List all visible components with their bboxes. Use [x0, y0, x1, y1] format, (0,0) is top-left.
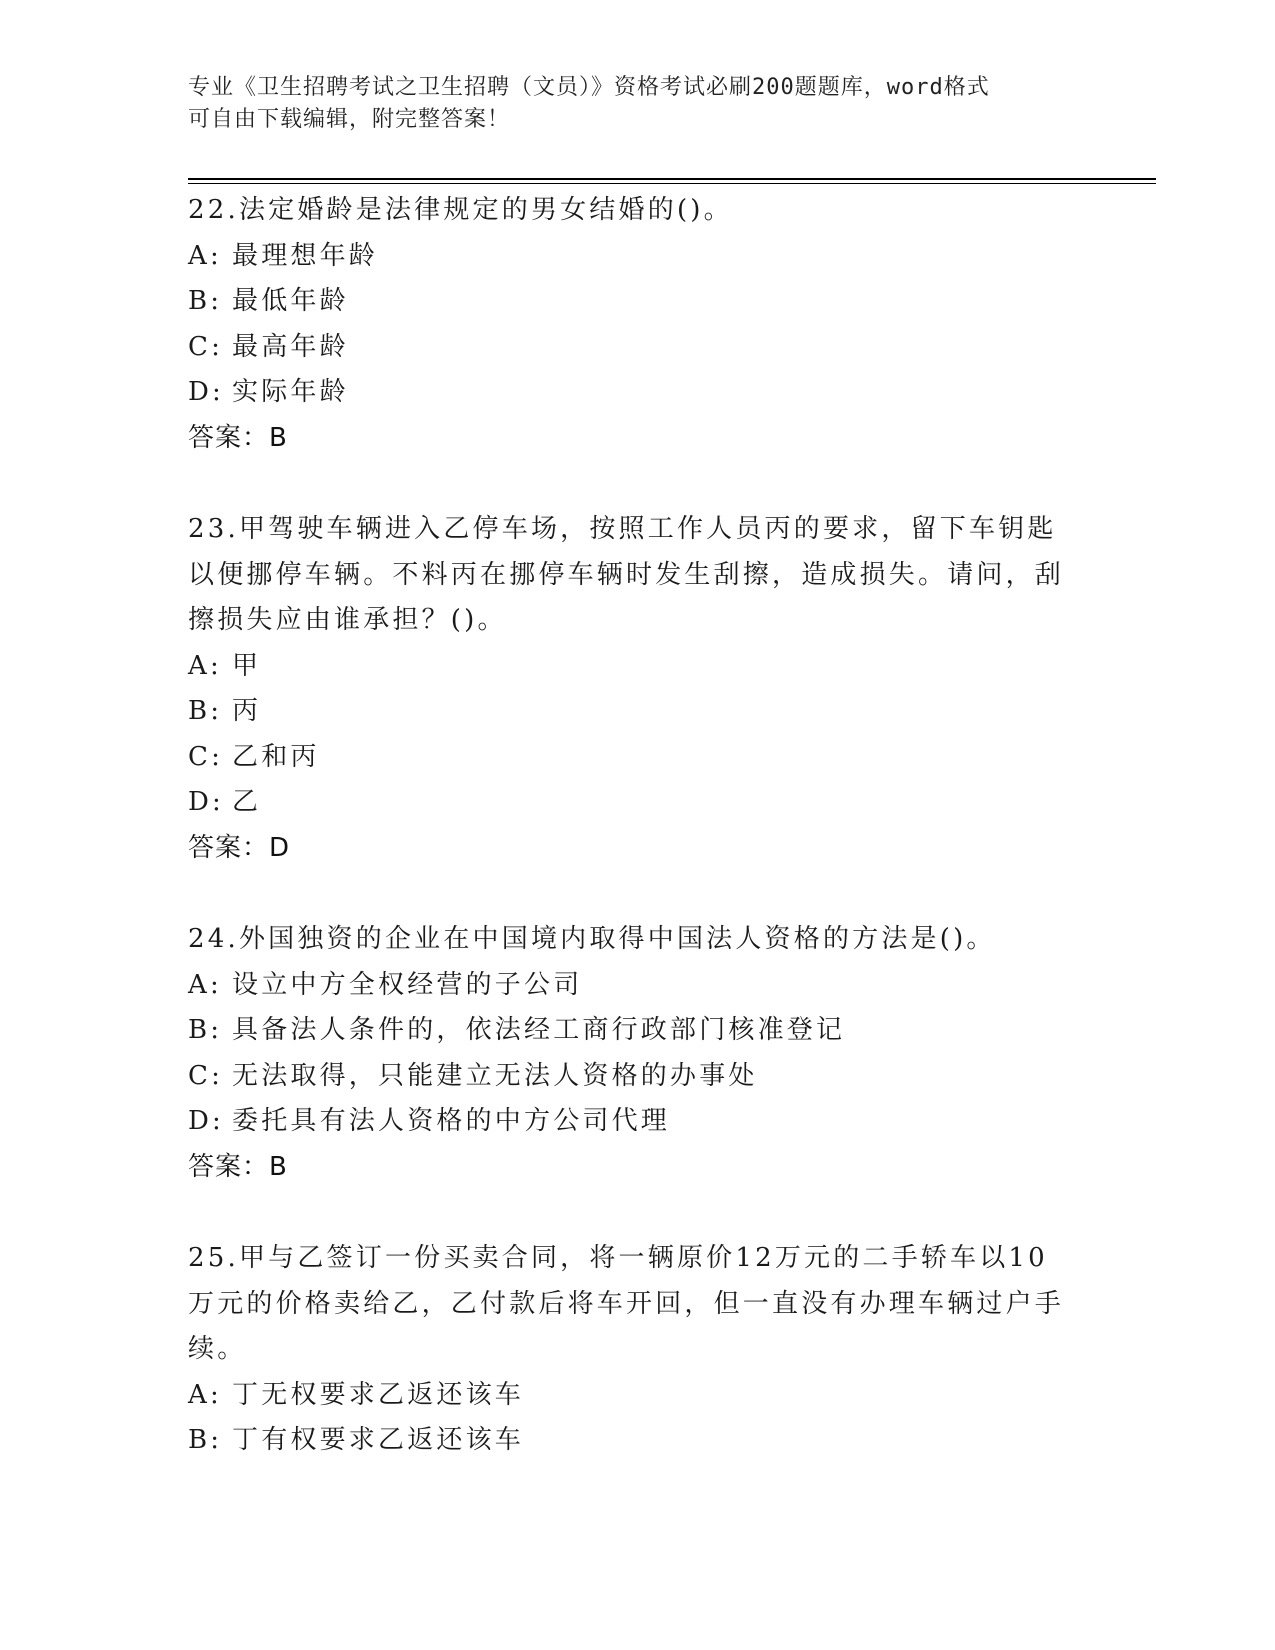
question-stem: 23.甲驾驶车辆进入乙停车场，按照工作人员丙的要求，留下车钥匙以便挪停车辆。不料丙在挪停车辆时发生刮擦，造成损失。请问，刮擦损失应由谁承担？()。: [188, 514, 1065, 635]
answer-line: 答案：D: [188, 832, 291, 863]
answer-line: 答案：B: [188, 422, 288, 453]
question-list: [188, 188, 1088, 1464]
option-b: [188, 689, 1088, 735]
option-a: [188, 644, 1088, 690]
option-key: B:: [188, 1425, 223, 1455]
document-header: [188, 72, 1068, 136]
question-spacer: [188, 871, 1088, 917]
option-a: [188, 234, 1088, 280]
option-key: A:: [188, 969, 222, 1000]
option-text: 丁无权要求乙返还该车: [232, 1379, 525, 1410]
option-a: [188, 1373, 1088, 1419]
header-divider-thin: [188, 183, 1156, 184]
option-key: B:: [188, 696, 223, 726]
option-key: A:: [188, 1379, 222, 1410]
option-text: 丁有权要求乙返还该车: [232, 1425, 525, 1455]
option-text: 设立中方全权经营的子公司: [232, 969, 583, 1000]
option-c: [188, 735, 1088, 781]
option-text: 无法取得，只能建立无法人资格的办事处: [232, 1060, 758, 1091]
option-b: [188, 279, 1088, 325]
question-spacer: [188, 461, 1088, 507]
option-text: 实际年龄: [232, 377, 349, 407]
option-text: 最理想年龄: [232, 240, 379, 271]
option-text: 乙: [232, 787, 262, 817]
option-key: C:: [188, 741, 224, 772]
option-key: D:: [188, 377, 225, 407]
option-key: B:: [188, 286, 223, 316]
option-b: [188, 1008, 1088, 1054]
option-text: 最高年龄: [232, 331, 349, 362]
header-line-1: 专业《卫生招聘考试之卫生招聘（文员）》资格考试必刷200题题库，word格式: [188, 75, 990, 100]
question-stem: 24.外国独资的企业在中国境内取得中国法人资格的方法是()。: [188, 924, 996, 954]
question-25: [188, 1236, 1088, 1464]
option-text: 丙: [232, 696, 262, 726]
question-stem: 22.法定婚龄是法律规定的男女结婚的()。: [188, 195, 733, 225]
option-key: C:: [188, 1060, 224, 1091]
option-key: A:: [188, 240, 222, 271]
option-text: 最低年龄: [232, 286, 349, 316]
answer-line: 答案：B: [188, 1151, 288, 1182]
option-key: B:: [188, 1015, 223, 1045]
option-key: A:: [188, 650, 222, 681]
header-line-2: 可自由下载编辑，附完整答案！: [188, 107, 511, 132]
option-text: 具备法人条件的，依法经工商行政部门核准登记: [232, 1015, 846, 1045]
option-d: [188, 370, 1088, 416]
option-key: D:: [188, 1106, 225, 1136]
option-d: [188, 1099, 1088, 1145]
question-spacer: [188, 1190, 1088, 1236]
option-text: 乙和丙: [232, 741, 320, 772]
option-c: [188, 325, 1088, 371]
option-text: 委托具有法人资格的中方公司代理: [232, 1106, 671, 1136]
question-22: [188, 188, 1088, 461]
question-23: [188, 507, 1088, 871]
option-text: 甲: [232, 650, 262, 681]
option-b: [188, 1418, 1088, 1464]
option-key: D:: [188, 787, 225, 817]
question-stem: 25.甲与乙签订一份买卖合同，将一辆原价12万元的二手轿车以10万元的价格卖给乙，乙付款后将车开回，但一直没有办理车辆过户手续。: [188, 1243, 1065, 1364]
header-divider-thick: [188, 178, 1156, 180]
question-24: [188, 917, 1088, 1190]
option-d: [188, 780, 1088, 826]
option-c: [188, 1054, 1088, 1100]
option-key: C:: [188, 331, 224, 362]
option-a: [188, 963, 1088, 1009]
